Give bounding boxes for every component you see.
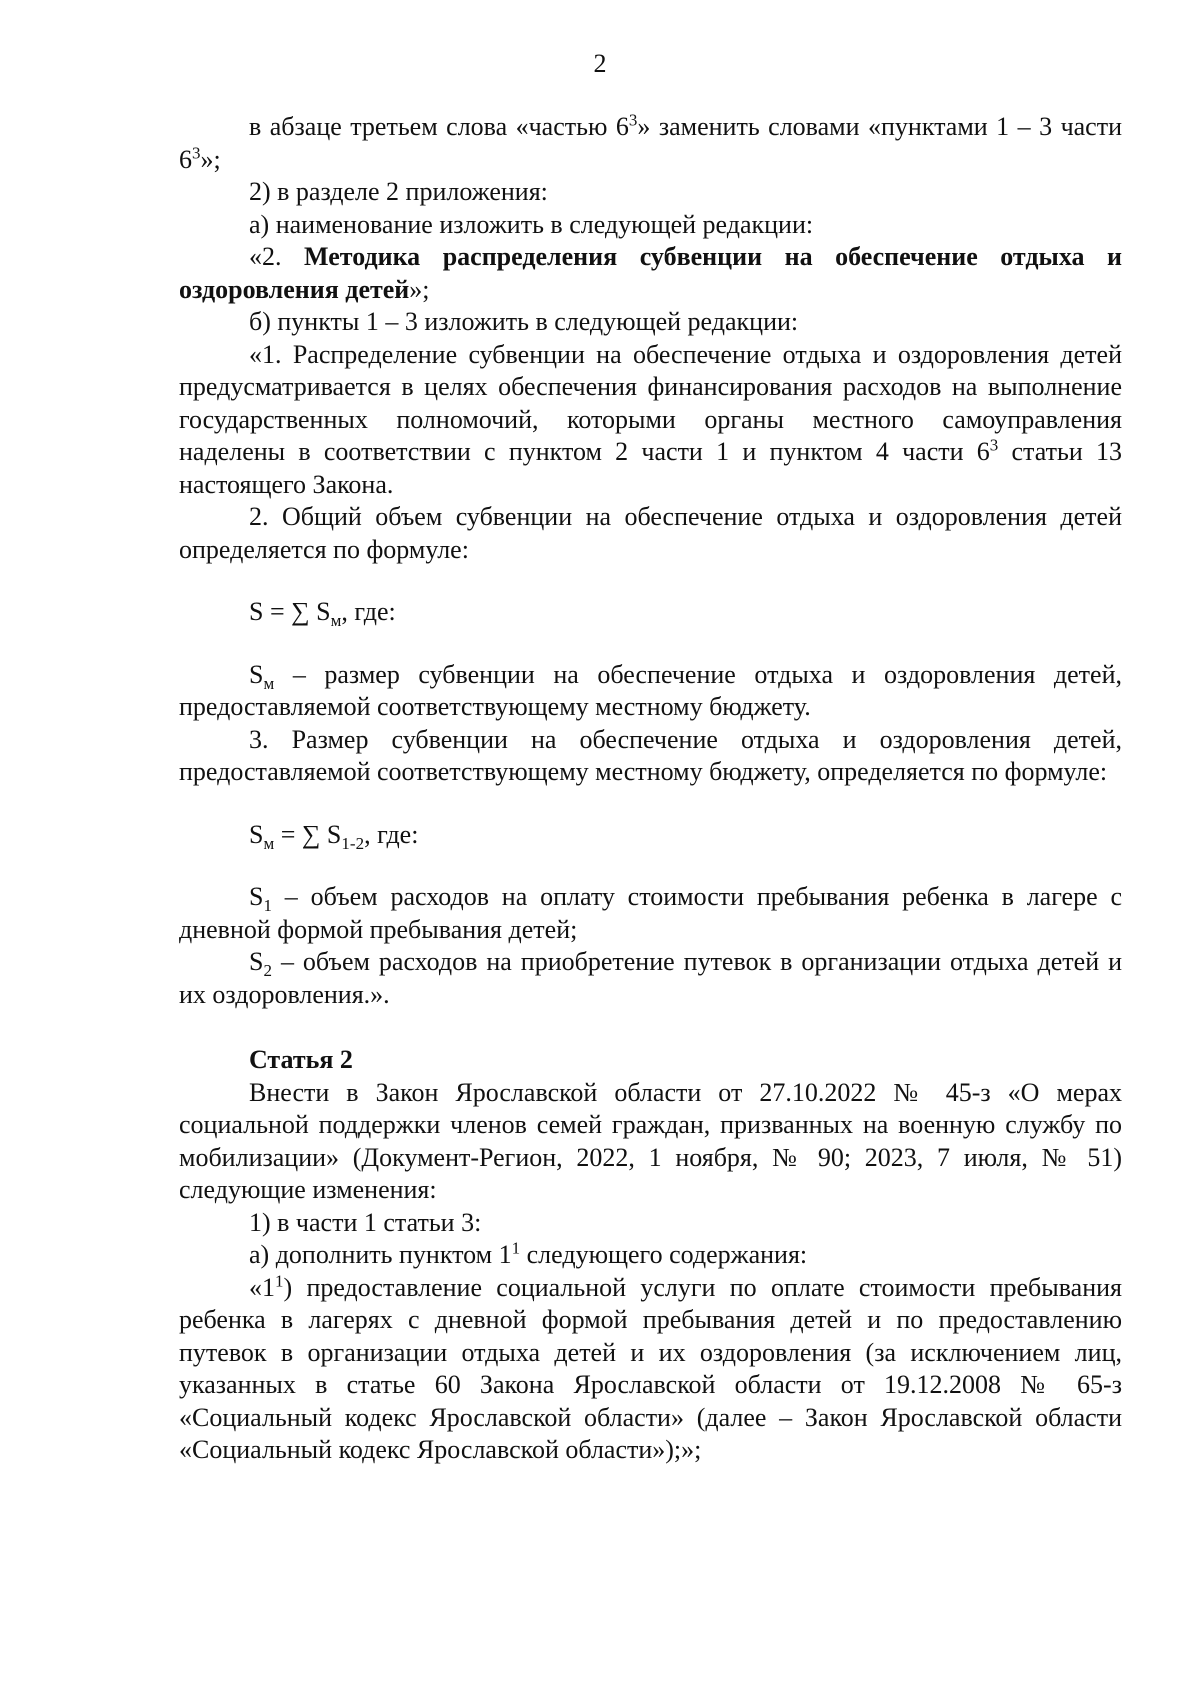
superscript: 3: [989, 435, 999, 455]
subscript: 1-2: [341, 833, 365, 853]
paragraph-point-1: [179, 339, 1122, 502]
paragraph-article-2-intro: Внести в Закон Ярославской области от 27.10.2022 № 45-з «О мерах социальной поддержки членов семей граждан, призванных на военную службу по мобилизации» (Документ-Регион, 2022, 1 ноября, № 90; 2023, 7 июля, № 51) следующие изменения:: [179, 1077, 1122, 1204]
formula-s: [179, 596, 1122, 629]
text: , где:: [341, 597, 396, 626]
text: – объем расходов на оплату стоимости пребывания ребенка в лагере с дневной формой пребывания детей;: [179, 882, 1122, 944]
text: а) дополнить пунктом 1: [249, 1240, 512, 1269]
paragraph-point-2: 2. Общий объем субвенции на обеспечение отдыха и оздоровления детей определяется по формуле:: [179, 502, 1122, 564]
text: S: [249, 882, 264, 911]
text: следующего содержания:: [520, 1240, 808, 1269]
text: «1. Распределение субвенции на обеспечение отдыха и оздоровления детей предусматривается в целях обеспечения финансирования расходов на выполнение государственных полномочий, которыми органы местного самоуправления наделены в соответствии с пунктом 2 части 1 и пунктом 4 части 6: [179, 339, 1122, 466]
subscript: м: [263, 833, 275, 853]
text: » заменить словами «пунктами 1 – 3 части 6: [179, 112, 1122, 174]
page-number: 2: [593, 49, 607, 78]
text: , где:: [364, 819, 419, 849]
text: S: [249, 659, 264, 689]
paragraph-abzac: [179, 111, 1122, 176]
paragraph-point-3: 3. Размер субвенции на обеспечение отдыха и оздоровления детей, предоставляемой соответствующему местному бюджету, определяется по формуле:: [179, 724, 1122, 786]
text: – размер субвенции на обеспечение отдыха и оздоровления детей, предоставляемой соответствующему местному бюджету.: [179, 659, 1122, 721]
text: – объем расходов на приобретение путевок в организации отдыха детей и их оздоровления.».: [179, 947, 1122, 1009]
text: »;: [200, 144, 221, 174]
superscript: 1: [511, 1238, 521, 1258]
document-body: [179, 111, 1122, 1467]
subscript: м: [263, 673, 275, 693]
text: в абзаце третьем слова «частью 6: [249, 112, 629, 141]
text: S: [249, 819, 264, 849]
superscript: 1: [275, 1270, 284, 1290]
subscript: 1: [263, 896, 272, 916]
paragraph-chast: 1) в части 1 статьи 3:: [249, 1207, 482, 1237]
text: S: [249, 947, 264, 976]
paragraph-punkt-1-1: [179, 1272, 1122, 1467]
text: »;: [409, 274, 430, 304]
superscript: 3: [192, 142, 201, 162]
paragraph-sm-definition: [179, 659, 1122, 724]
text: «2.: [249, 242, 305, 271]
paragraph-s2-definition: [179, 946, 1122, 1011]
text: «1: [249, 1272, 275, 1302]
paragraph-naimenovanie: а) наименование изложить в следующей редакции:: [249, 209, 814, 239]
superscript: 3: [628, 110, 638, 130]
text: статьи 13 настоящего Закона.: [179, 437, 1122, 499]
subscript: м: [330, 611, 342, 631]
paragraph-dopolnit: [179, 1239, 1122, 1272]
paragraph-razdel: 2) в разделе 2 приложения:: [249, 177, 548, 206]
paragraph-punkty: б) пункты 1 – 3 изложить в следующей редакции:: [249, 307, 799, 336]
paragraph-metodika-title: [179, 241, 1122, 306]
bold-title: Методика распределения субвенции на обеспечение отдыха и оздоровления детей: [179, 242, 1122, 304]
text: ) предоставление социальной услуги по оплате стоимости пребывания ребенка в лагерях с дневной формой пребывания детей и по предоставлению путевок в организации отдыха детей и их оздоровления (за исключением лиц, указанных в статье 60 Закона Ярославской области от 19.12.2008 № 65-з «Социальный кодекс Ярославской области» (далее – Закон Ярославской области «Социальный кодекс Ярославской области»);»;: [179, 1272, 1122, 1464]
subscript: 2: [263, 961, 272, 981]
paragraph-s1-definition: [179, 881, 1122, 946]
formula-sm: [179, 819, 1122, 852]
article-heading: Статья 2: [249, 1045, 353, 1074]
text: = ∑ S: [274, 819, 342, 849]
text: S = ∑ S: [249, 597, 331, 626]
